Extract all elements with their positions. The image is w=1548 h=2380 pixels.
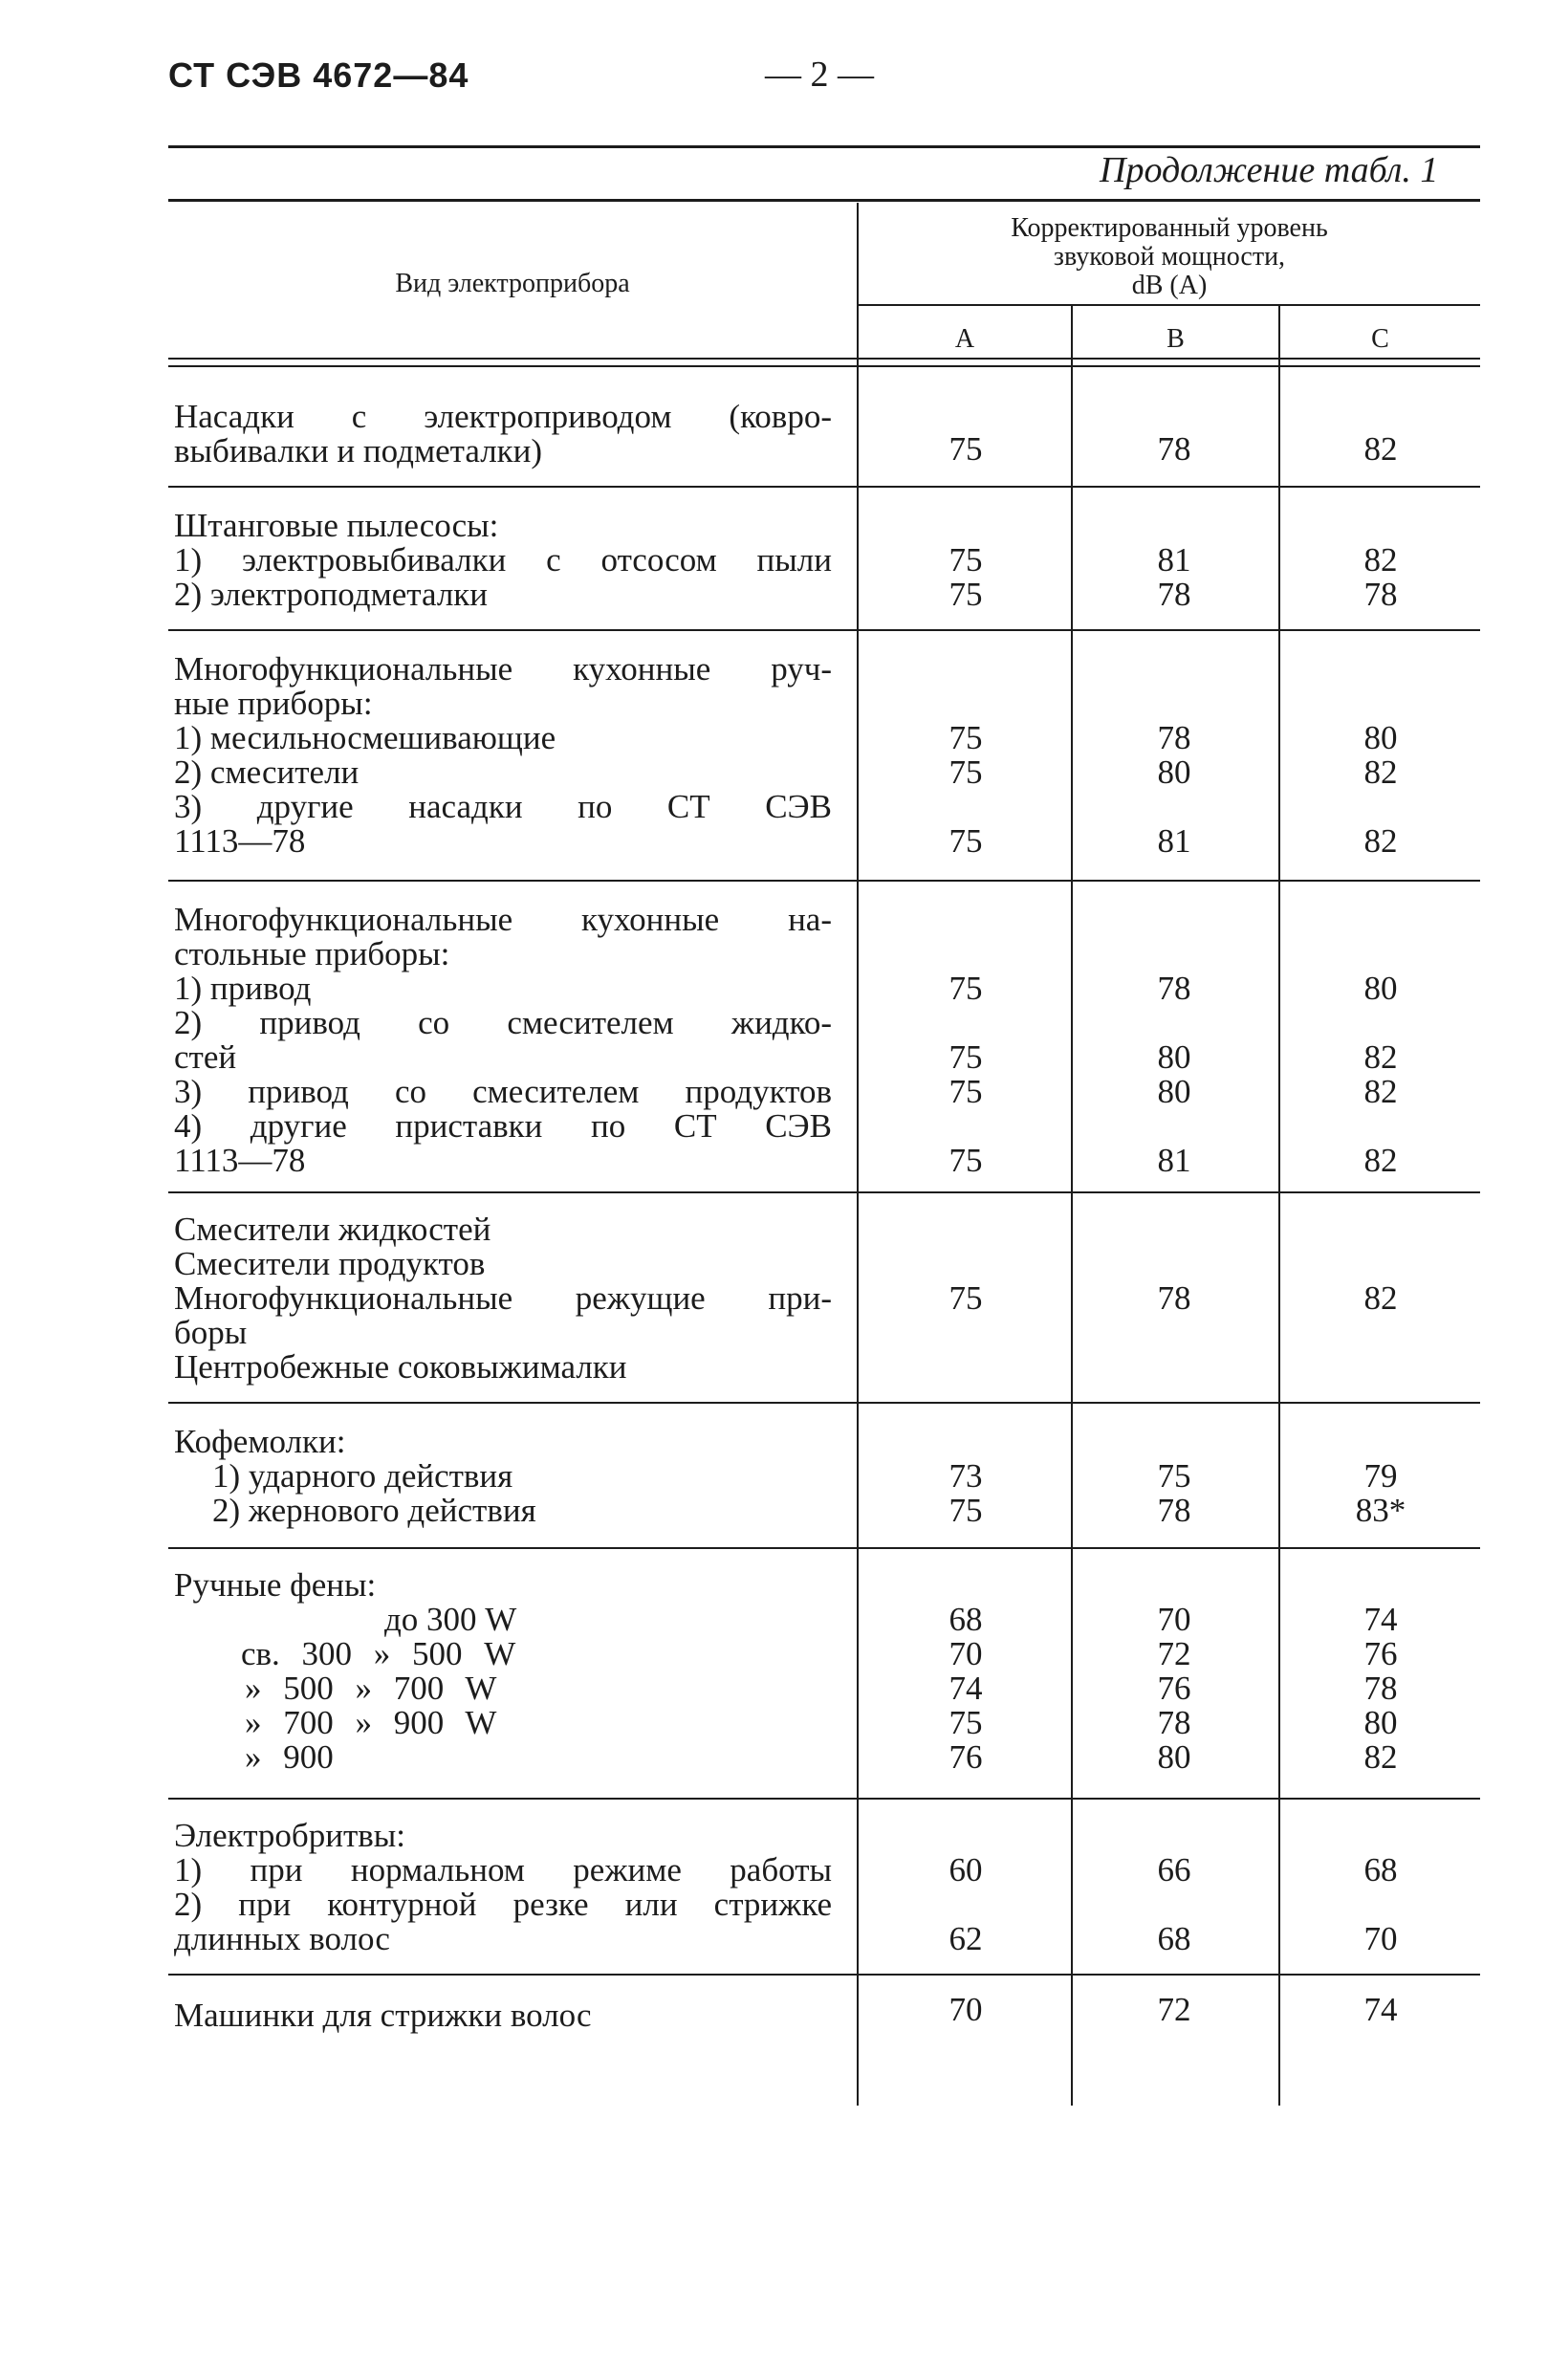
value-cell: 75 xyxy=(1157,1457,1191,1495)
value-cell: 80 xyxy=(1363,970,1398,1007)
group-4-line-8: 1113—78 xyxy=(174,1142,306,1179)
value-cell: 68 xyxy=(1363,1851,1398,1889)
value-cell: 78 xyxy=(1363,576,1398,613)
value-cell: 70 xyxy=(1157,1601,1191,1638)
group-3-line-2: ные приборы: xyxy=(174,685,373,722)
row-divider xyxy=(168,486,1480,488)
group-9-line-1: Машинки для стрижки волос xyxy=(174,1997,592,2034)
value-cell: 70 xyxy=(948,1991,983,2028)
group-6-line-2: 1) ударного действия xyxy=(212,1457,513,1495)
table-group-6 xyxy=(174,1425,832,1528)
header-double-rule-top xyxy=(168,358,1480,360)
value-cell: 79 xyxy=(1363,1457,1398,1495)
value-cell: 62 xyxy=(948,1920,983,1957)
value-cell: 72 xyxy=(1157,1635,1191,1672)
value-cell: 82 xyxy=(1363,1279,1398,1317)
group-3-line-3: 1) месильносмешивающие xyxy=(174,719,556,756)
group-5-line-1: Смесители жидкостей xyxy=(174,1211,491,1248)
value-cell: 81 xyxy=(1157,541,1191,579)
group-4-line-5: стей xyxy=(174,1038,237,1076)
value-cell: 75 xyxy=(948,1073,983,1110)
group-8-line-2: 1) при нормальном режиме работы xyxy=(174,1851,832,1889)
group-2-line-3: 2) электроподметалки xyxy=(174,576,489,613)
group-4-line-4: 2) привод со смесителем жидко- xyxy=(174,1004,832,1041)
group-8-line-1: Электробритвы: xyxy=(174,1817,406,1854)
row-divider xyxy=(168,1191,1480,1193)
value-cell: 78 xyxy=(1157,719,1191,756)
value-cell: 82 xyxy=(1363,1142,1398,1179)
value-cell: 80 xyxy=(1157,753,1191,791)
group-2-line-1: Штанговые пылесосы: xyxy=(174,507,499,544)
group-5-line-5: Центробежные соковыжималки xyxy=(174,1348,627,1386)
row-divider xyxy=(168,880,1480,882)
group-6-line-3: 2) жернового действия xyxy=(212,1492,536,1529)
group-7-line-3: св. 300 » 500 W xyxy=(241,1635,516,1672)
value-cell: 75 xyxy=(948,1279,983,1317)
group-3-line-1: Многофункциональные кухонные руч- xyxy=(174,650,832,688)
group-2-line-2: 1) электровыбивалки с отсосом пыли xyxy=(174,541,832,579)
table-group-9 xyxy=(174,1998,832,2033)
group-7-line-1: Ручные фены: xyxy=(174,1566,377,1604)
standard-code: СТ СЭВ 4672—84 xyxy=(168,55,469,95)
value-cell: 82 xyxy=(1363,1073,1398,1110)
column-separator-bc xyxy=(1278,306,1280,2106)
value-cell: 68 xyxy=(1157,1920,1191,1957)
value-cell: 82 xyxy=(1363,822,1398,860)
column-separator-ab xyxy=(1071,306,1073,2106)
value-cell: 60 xyxy=(948,1851,983,1889)
value-cell: 83* xyxy=(1355,1492,1406,1529)
value-cell: 80 xyxy=(1157,1038,1191,1076)
value-cell: 82 xyxy=(1363,430,1398,468)
group-4-line-6: 3) привод со смесителем продуктов xyxy=(174,1073,832,1110)
table-group-1 xyxy=(174,400,832,469)
row-divider xyxy=(168,1402,1480,1404)
group-5-line-3: Многофункциональные режущие при- xyxy=(174,1279,832,1317)
table-group-7 xyxy=(174,1568,832,1775)
group-7-line-4: » 500 » 700 W xyxy=(245,1670,497,1707)
value-cell: 75 xyxy=(948,970,983,1007)
value-cell: 76 xyxy=(1363,1635,1398,1672)
value-cell: 74 xyxy=(948,1670,983,1707)
value-cell: 78 xyxy=(1363,1670,1398,1707)
value-cell: 82 xyxy=(1363,1038,1398,1076)
column-a-header: A xyxy=(954,324,975,354)
table-top-rule xyxy=(168,199,1480,202)
value-cell: 74 xyxy=(1363,1991,1398,2028)
group-6-line-1: Кофемолки: xyxy=(174,1423,346,1460)
group-5-line-4: боры xyxy=(174,1314,248,1351)
level-header-line-3: dB (A) xyxy=(1131,271,1208,300)
value-cell: 78 xyxy=(1157,1704,1191,1741)
value-cell: 78 xyxy=(1157,430,1191,468)
table-group-4 xyxy=(174,903,832,1178)
device-column-header: Вид электроприбора xyxy=(395,269,630,298)
value-cell: 78 xyxy=(1157,970,1191,1007)
value-cell: 75 xyxy=(948,753,983,791)
level-column-header xyxy=(859,214,1480,300)
header-rule xyxy=(168,145,1480,148)
value-cell: 70 xyxy=(1363,1920,1398,1957)
group-1-line-1: Насадки с электроприводом (ковро- xyxy=(174,398,832,435)
level-header-line-1: Корректированный уровень xyxy=(1011,213,1328,243)
table-group-2 xyxy=(174,509,832,612)
value-cell: 68 xyxy=(948,1601,983,1638)
value-cell: 66 xyxy=(1157,1851,1191,1889)
value-cell: 80 xyxy=(1157,1073,1191,1110)
column-b-header: B xyxy=(1166,324,1185,354)
table-group-5 xyxy=(174,1212,832,1385)
group-8-line-4: длинных волос xyxy=(174,1920,390,1957)
group-4-line-3: 1) привод xyxy=(174,970,312,1007)
table-group-3 xyxy=(174,652,832,859)
table-continuation-label: Продолжение табл. 1 xyxy=(1100,150,1439,190)
header-double-rule-bottom xyxy=(168,365,1480,367)
level-header-line-2: звуковой мощности, xyxy=(1053,242,1286,272)
value-cell: 81 xyxy=(1157,1142,1191,1179)
value-cell: 75 xyxy=(948,719,983,756)
value-cell: 72 xyxy=(1157,1991,1191,2028)
value-cell: 70 xyxy=(948,1635,983,1672)
value-cell: 78 xyxy=(1157,576,1191,613)
group-7-line-6: » 900 xyxy=(245,1738,334,1776)
value-cell: 75 xyxy=(948,541,983,579)
row-divider xyxy=(168,1798,1480,1800)
value-cell: 75 xyxy=(948,576,983,613)
level-header-rule xyxy=(859,304,1480,306)
value-cell: 75 xyxy=(948,1142,983,1179)
value-cell: 80 xyxy=(1363,719,1398,756)
group-8-line-3: 2) при контурной резке или стрижке xyxy=(174,1886,832,1923)
value-cell: 76 xyxy=(1157,1670,1191,1707)
group-5-line-2: Смесители продуктов xyxy=(174,1245,486,1282)
group-7-line-5: » 700 » 900 W xyxy=(245,1704,497,1741)
value-cell: 82 xyxy=(1363,541,1398,579)
group-1-line-2: выбивалки и подметалки) xyxy=(174,432,543,469)
value-cell: 82 xyxy=(1363,753,1398,791)
value-cell: 75 xyxy=(948,822,983,860)
value-cell: 73 xyxy=(948,1457,983,1495)
column-separator-device xyxy=(857,203,859,2106)
value-cell: 75 xyxy=(948,1492,983,1529)
page-number: — 2 — xyxy=(765,55,874,95)
row-divider xyxy=(168,1974,1480,1976)
group-3-line-6: 1113—78 xyxy=(174,822,306,860)
value-cell: 75 xyxy=(948,430,983,468)
group-3-line-4: 2) смесители xyxy=(174,753,360,791)
value-cell: 75 xyxy=(948,1704,983,1741)
group-4-line-1: Многофункциональные кухонные на- xyxy=(174,901,832,938)
group-4-line-7: 4) другие приставки по СТ СЭВ xyxy=(174,1107,832,1145)
column-c-header: C xyxy=(1371,324,1389,354)
group-3-line-5: 3) другие насадки по СТ СЭВ xyxy=(174,788,832,825)
value-cell: 80 xyxy=(1363,1704,1398,1741)
table-group-8 xyxy=(174,1819,832,1956)
value-cell: 80 xyxy=(1157,1738,1191,1776)
row-divider xyxy=(168,629,1480,631)
value-cell: 78 xyxy=(1157,1492,1191,1529)
value-cell: 78 xyxy=(1157,1279,1191,1317)
row-divider xyxy=(168,1547,1480,1549)
value-cell: 74 xyxy=(1363,1601,1398,1638)
value-cell: 81 xyxy=(1157,822,1191,860)
value-cell: 76 xyxy=(948,1738,983,1776)
value-cell: 75 xyxy=(948,1038,983,1076)
group-7-line-2: до 300 W xyxy=(384,1601,517,1638)
group-4-line-2: стольные приборы: xyxy=(174,935,450,972)
value-cell: 82 xyxy=(1363,1738,1398,1776)
